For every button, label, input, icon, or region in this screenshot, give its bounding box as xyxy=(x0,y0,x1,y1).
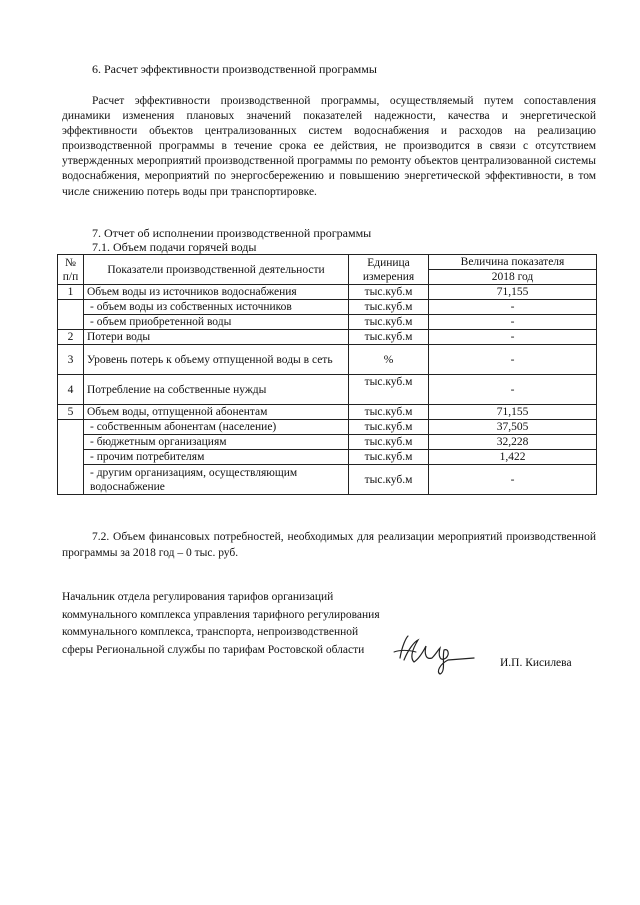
cell-name: Объем воды из источников водоснабжения xyxy=(84,285,349,300)
section-7-1-heading: 7.1. Объем подачи горячей воды xyxy=(92,240,257,254)
cell-name: Объем воды, отпущенной абонентам xyxy=(84,405,349,420)
cell-name: - прочим потребителям xyxy=(84,450,349,465)
cell-num xyxy=(58,300,84,330)
cell-num: 4 xyxy=(58,375,84,405)
cell-value: - xyxy=(429,345,597,375)
cell-unit: тыс.куб.м xyxy=(349,450,429,465)
table-row xyxy=(58,465,597,495)
header-year: 2018 год xyxy=(429,270,597,285)
cell-unit: тыс.куб.м xyxy=(349,420,429,435)
cell-unit: тыс.куб.м xyxy=(349,435,429,450)
cell-name: - объем приобретенной воды xyxy=(84,315,349,330)
header-value: Величина показателя xyxy=(429,255,597,270)
cell-value: - xyxy=(429,300,597,315)
signatory-name: И.П. Кисилева xyxy=(500,657,572,669)
cell-num xyxy=(58,420,84,495)
cell-num: 1 xyxy=(58,285,84,300)
cell-name: - объем воды из собственных источников xyxy=(84,300,349,315)
table-row xyxy=(58,450,597,465)
cell-unit: тыс.куб.м xyxy=(349,375,429,405)
cell-name: - другим организациям, осуществляющим водоснабжение xyxy=(84,465,349,495)
cell-value: 1,422 xyxy=(429,450,597,465)
table-row xyxy=(58,345,597,375)
header-name: Показатели производственной деятельности xyxy=(84,255,349,285)
cell-unit: тыс.куб.м xyxy=(349,300,429,315)
cell-num: 3 xyxy=(58,345,84,375)
cell-value: - xyxy=(429,375,597,405)
table-row xyxy=(58,330,597,345)
section-6-heading: 6. Расчет эффективности производственной программы xyxy=(92,62,377,76)
table-row xyxy=(58,435,597,450)
section-7-heading: 7. Отчет об исполнении производственной программы xyxy=(92,226,372,240)
cell-unit: тыс.куб.м xyxy=(349,405,429,420)
table-row xyxy=(58,315,597,330)
cell-value: 71,155 xyxy=(429,405,597,420)
cell-name: Уровень потерь к объему отпущенной воды в сеть xyxy=(84,345,349,375)
header-unit: Единица измерения xyxy=(349,255,429,285)
cell-unit: тыс.куб.м xyxy=(349,285,429,300)
signatory-title: Начальник отдела регулирования тарифов организаций коммунального комплекса управления тарифного регулирования коммунального комплекса, транспорта, непроизводственной сферы Региональной службы по тарифам Ростовской области xyxy=(62,591,380,656)
cell-name: - бюджетным организациям xyxy=(84,435,349,450)
cell-name: - собственным абонентам (население) xyxy=(84,420,349,435)
table-row xyxy=(58,300,597,315)
table-row xyxy=(58,405,597,420)
cell-value: - xyxy=(429,315,597,330)
section-6-text: Расчет эффективности производственной программы, осуществляемый путем сопоставления динамики изменения плановых значений показателей надежности, качества и энергетической эффективности объектов централизованных систем водоснабжения и расходов на реализацию производственной программы в течение срока ее действия, не производится в связи с отсутствием утвержденных мероприятий производственной программы по ремонту объектов централизованной системы водоснабжения, мероприятий по энергосбережению и повышению энергетической эффективности, в том числе снижению потерь воды при транспортировке. xyxy=(62,95,596,198)
cell-num: 5 xyxy=(58,405,84,420)
cell-value: 71,155 xyxy=(429,285,597,300)
table-row xyxy=(58,375,597,405)
water-volume-table xyxy=(57,254,597,495)
table-row xyxy=(58,285,597,300)
cell-unit: тыс.куб.м xyxy=(349,465,429,495)
header-num: № п/п xyxy=(58,255,84,285)
section-7-2-text: 7.2. Объем финансовых потребностей, необходимых для реализации мероприятий производственной программы за 2018 год – 0 тыс. руб. xyxy=(62,531,596,559)
cell-name: Потребление на собственные нужды xyxy=(84,375,349,405)
cell-unit: тыс.куб.м xyxy=(349,315,429,330)
cell-unit: тыс.куб.м xyxy=(349,330,429,345)
cell-name: Потери воды xyxy=(84,330,349,345)
table-row xyxy=(58,420,597,435)
cell-num: 2 xyxy=(58,330,84,345)
cell-value: 32,228 xyxy=(429,435,597,450)
cell-value: - xyxy=(429,465,597,495)
cell-value: - xyxy=(429,330,597,345)
cell-value: 37,505 xyxy=(429,420,597,435)
cell-unit: % xyxy=(349,345,429,375)
handwritten-signature xyxy=(390,628,480,683)
